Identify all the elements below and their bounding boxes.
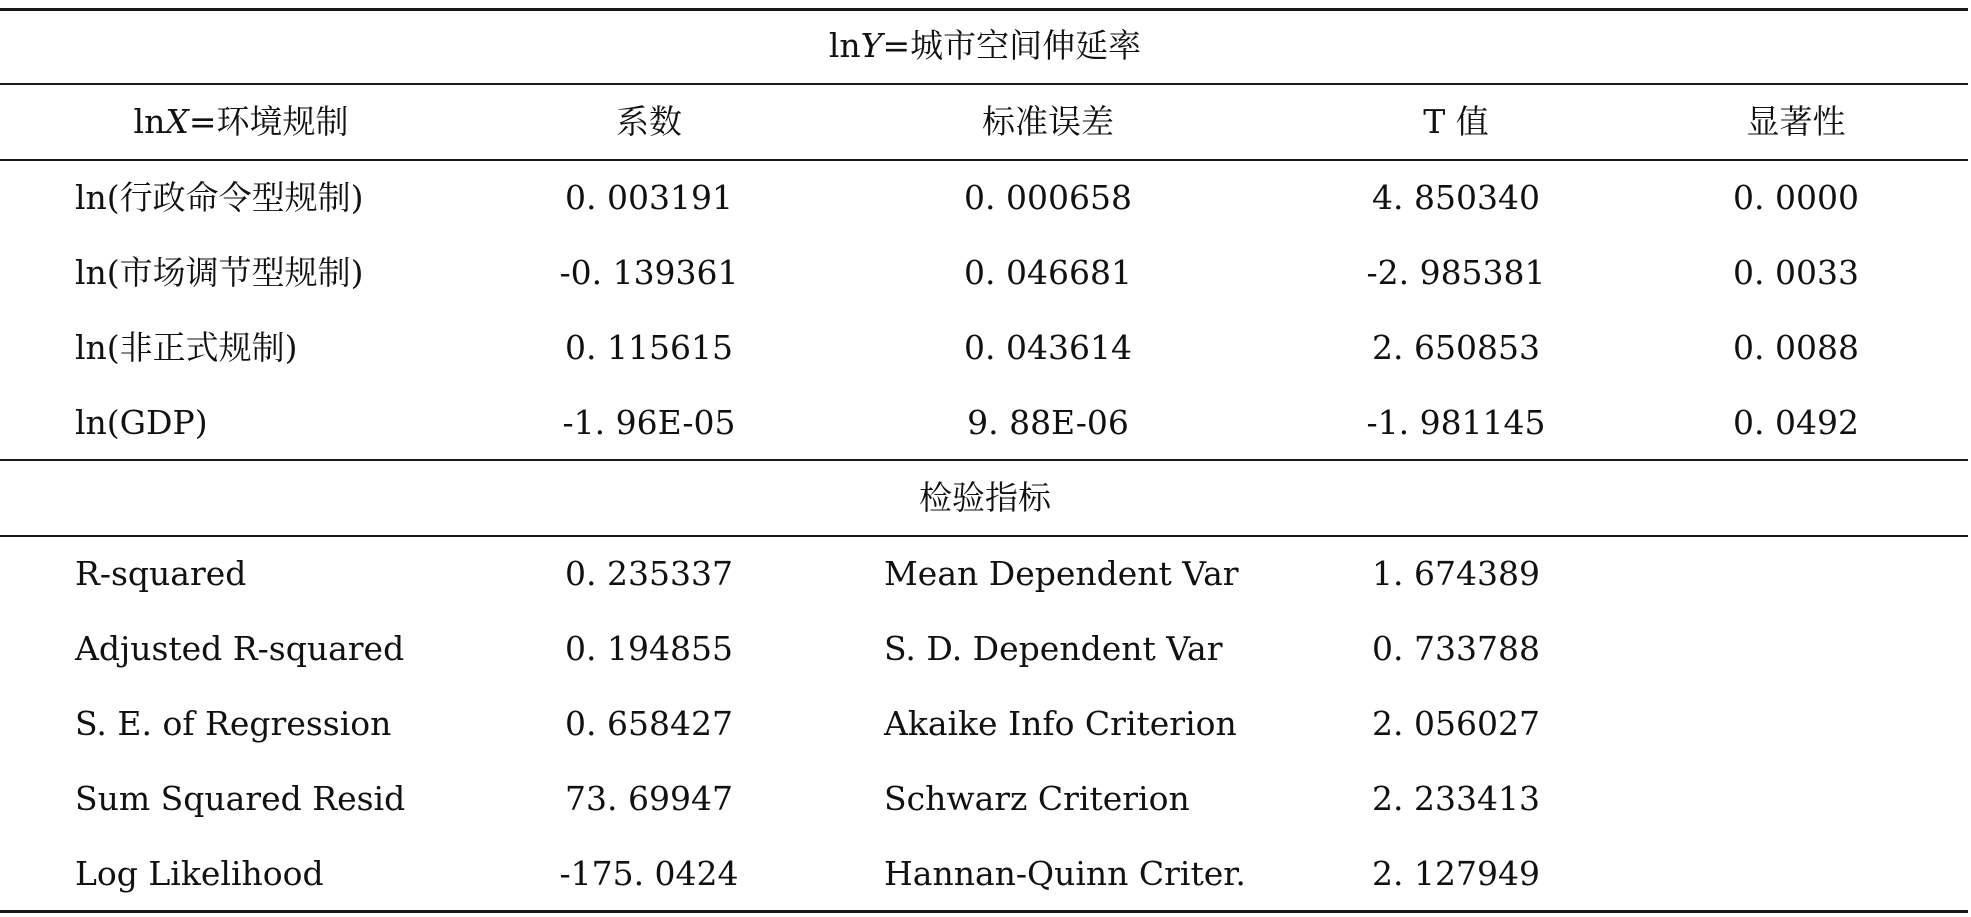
stats-header-rule — [0, 535, 1968, 537]
bottom-rule — [0, 910, 1968, 913]
stats-row-5-value: -175. 0424 — [559, 854, 739, 893]
stats-row-4-label: Sum Squared Resid — [75, 779, 406, 818]
column-header-coefficient: 系数 — [616, 102, 682, 141]
stats-row-5-label: Log Likelihood — [75, 854, 324, 893]
coef-row-1-t-value: 4. 850340 — [1372, 178, 1540, 217]
stats-row-3-value-2: 2. 056027 — [1372, 704, 1540, 743]
coef-row-4-t-value: -1. 981145 — [1366, 403, 1546, 442]
stats-row-2-value: 0. 194855 — [565, 629, 733, 668]
coef-row-2-t-value: -2. 985381 — [1366, 253, 1546, 292]
top-rule — [0, 8, 1968, 11]
stats-row-3-value: 0. 658427 — [565, 704, 733, 743]
stats-row-4-value: 73. 69947 — [565, 779, 733, 818]
stats-row-2-label-2: S. D. Dependent Var — [884, 629, 1223, 668]
coef-row-4-std-error: 9. 88E-06 — [967, 403, 1129, 442]
column-header-std-error: 标准误差 — [982, 102, 1114, 141]
stats-row-1-value-2: 1. 674389 — [1372, 554, 1540, 593]
column-header-t-value: T 值 — [1423, 102, 1489, 141]
column-header-significance: 显著性 — [1746, 102, 1846, 141]
coef-row-4-coefficient: -1. 96E-05 — [562, 403, 736, 442]
stats-row-3-label: S. E. of Regression — [75, 704, 392, 743]
stats-row-5-label-2: Hannan-Quinn Criter. — [884, 854, 1246, 893]
stats-row-4-label-2: Schwarz Criterion — [884, 779, 1190, 818]
coef-bottom-rule — [0, 459, 1968, 461]
coef-row-4-variable: ln(GDP) — [75, 403, 208, 442]
coef-row-2-significance: 0. 0033 — [1733, 253, 1859, 292]
coef-row-4-significance: 0. 0492 — [1733, 403, 1859, 442]
coef-row-2-variable: ln(市场调节型规制) — [75, 253, 364, 292]
stats-row-2-value-2: 0. 733788 — [1372, 629, 1540, 668]
test-indicators-header: 检验指标 — [919, 478, 1051, 517]
subheader-rule — [0, 159, 1968, 161]
stats-row-4-value-2: 2. 233413 — [1372, 779, 1540, 818]
coef-row-1-variable: ln(行政命令型规制) — [75, 178, 364, 217]
stats-row-1-label: R-squared — [75, 554, 247, 593]
coef-row-3-t-value: 2. 650853 — [1372, 328, 1540, 367]
stats-row-1-value: 0. 235337 — [565, 554, 733, 593]
coef-row-3-significance: 0. 0088 — [1733, 328, 1859, 367]
coef-row-1-coefficient: 0. 003191 — [565, 178, 733, 217]
stats-row-3-label-2: Akaike Info Criterion — [884, 704, 1237, 743]
coef-row-3-variable: ln(非正式规制) — [75, 328, 298, 367]
stats-row-1-label-2: Mean Dependent Var — [884, 554, 1239, 593]
coef-row-2-std-error: 0. 046681 — [964, 253, 1132, 292]
coef-row-2-coefficient: -0. 139361 — [559, 253, 739, 292]
dependent-variable-header: lnY=城市空间伸延率 — [828, 26, 1142, 65]
coef-row-1-significance: 0. 0000 — [1733, 178, 1859, 217]
coef-row-1-std-error: 0. 000658 — [964, 178, 1132, 217]
coef-row-3-coefficient: 0. 115615 — [565, 328, 733, 367]
column-header-variable: lnX=环境规制 — [133, 102, 349, 141]
header-rule — [0, 83, 1968, 85]
coef-row-3-std-error: 0. 043614 — [964, 328, 1132, 367]
stats-row-5-value-2: 2. 127949 — [1372, 854, 1540, 893]
stats-row-2-label: Adjusted R-squared — [75, 629, 405, 668]
